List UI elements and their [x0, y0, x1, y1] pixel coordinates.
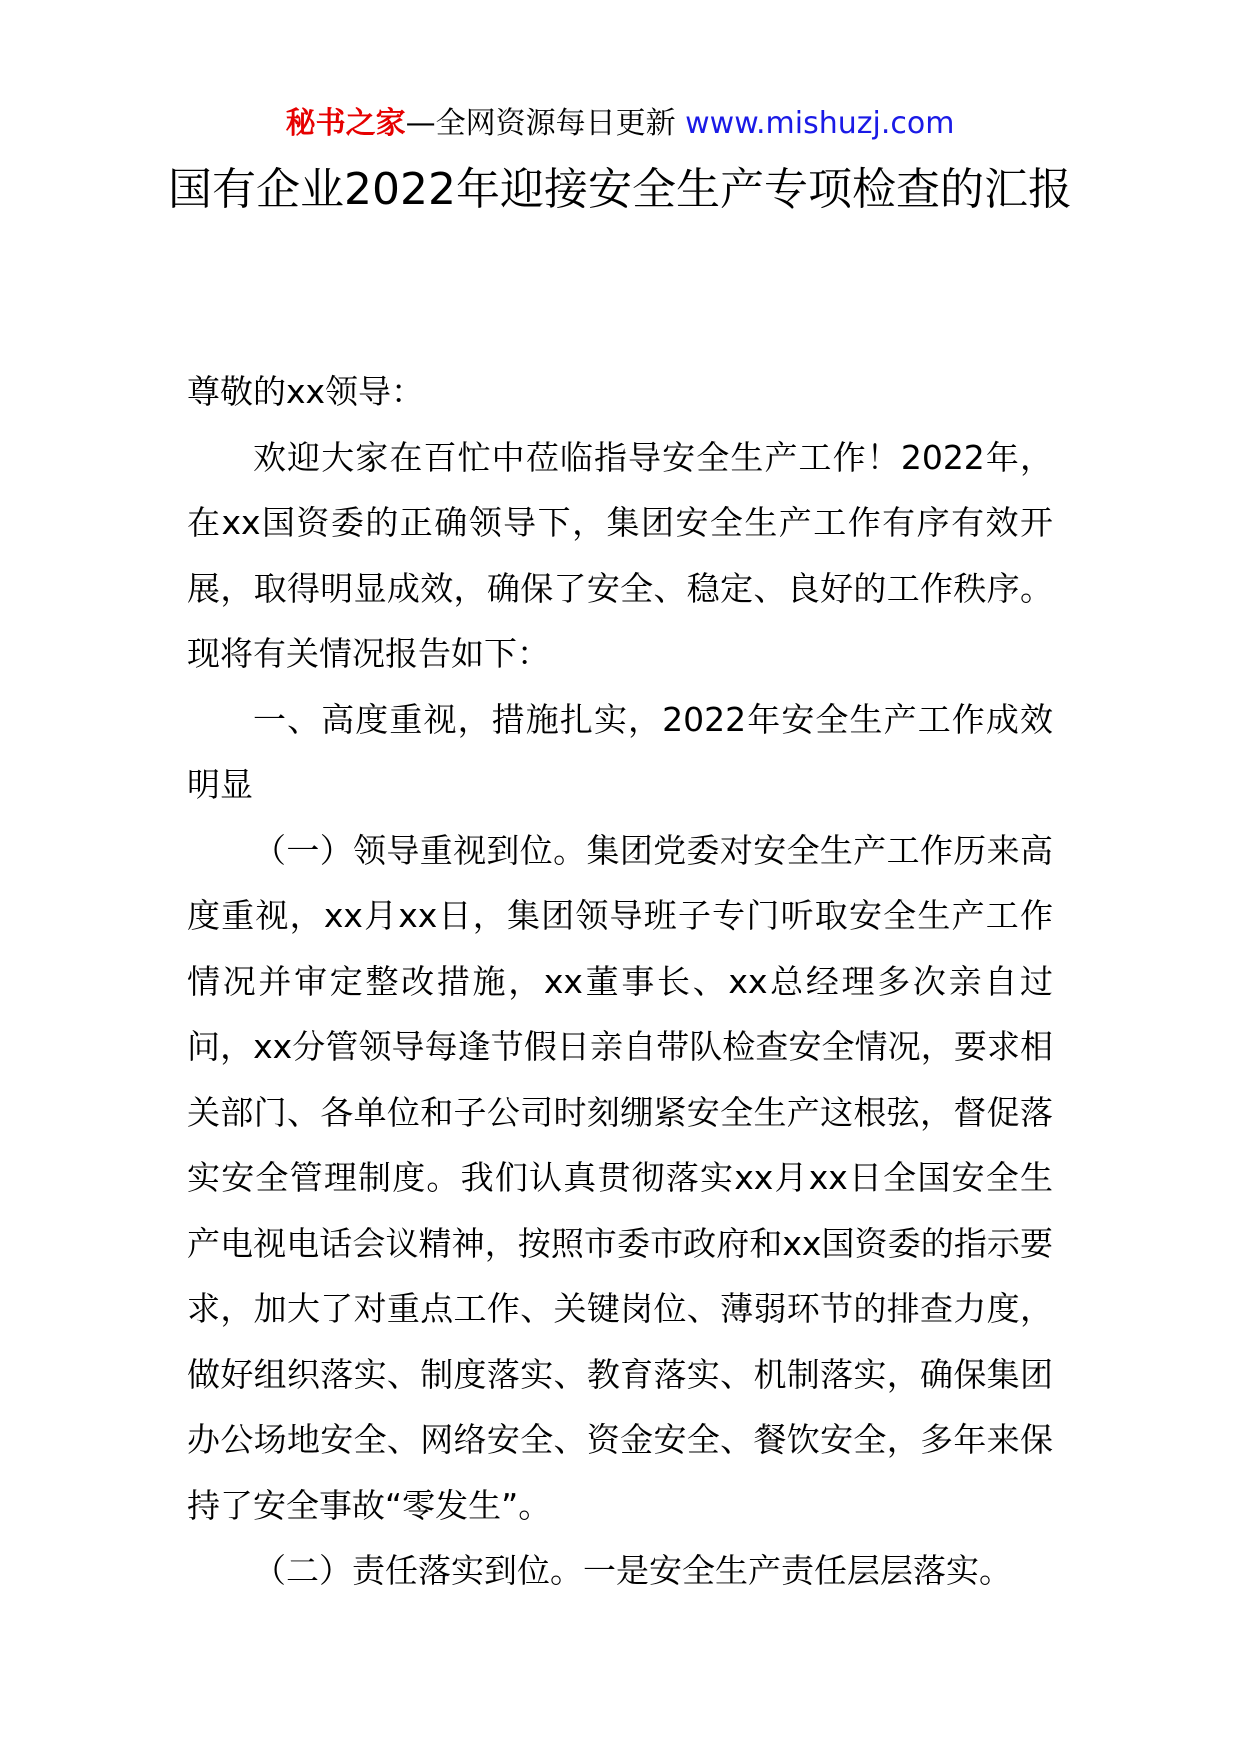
brand-name: 秘书之家 [285, 106, 406, 141]
document-body [187, 359, 1053, 1604]
subsection-leadership: （一）领导重视到位。集团党委对安全生产工作历来高度重视，xx月xx日，集团领导班子专门听取安全生产工作情况并审定整改措施，xx董事长、xx总经理多次亲自过问，xx分管领导每逢节假日亲自带队检查安全情况，要求相关部门、各单位和子公司时刻绷紧安全生产这根弦，督促落实安全管理制度。我们认真贯彻落实xx月xx日全国安全生产电视电话会议精神，按照市委市政府和xx国资委的指示要求，加大了对重点工作、关键岗位、薄弱环节的排查力度，做好组织落实、制度落实、教育落实、机制落实，确保集团办公场地安全、网络安全、资金安全、餐饮安全，多年来保持了安全事故“零发生”。 [187, 830, 1053, 1525]
site-banner [0, 100, 1240, 148]
subsection-responsibility: （二）责任落实到位。一是安全生产责任层层落实。 [253, 1551, 1012, 1590]
document-title: 国有企业2022年迎接安全生产专项检查的汇报 [168, 164, 1072, 215]
section-heading-1: 一、高度重视，措施扎实，2022年安全生产工作成效明显 [187, 699, 1053, 804]
website-link[interactable]: www.mishuzj.com [685, 106, 955, 141]
intro-paragraph: 欢迎大家在百忙中莅临指导安全生产工作！2022年，在xx国资委的正确领导下，集团安全生产工作有序有效开展，取得明显成效，确保了安全、稳定、良好的工作秩序。现将有关情况报告如下： [187, 437, 1053, 673]
banner-tagline: —全网资源每日更新 [405, 106, 676, 141]
salutation: 尊敬的xx领导： [187, 372, 425, 411]
